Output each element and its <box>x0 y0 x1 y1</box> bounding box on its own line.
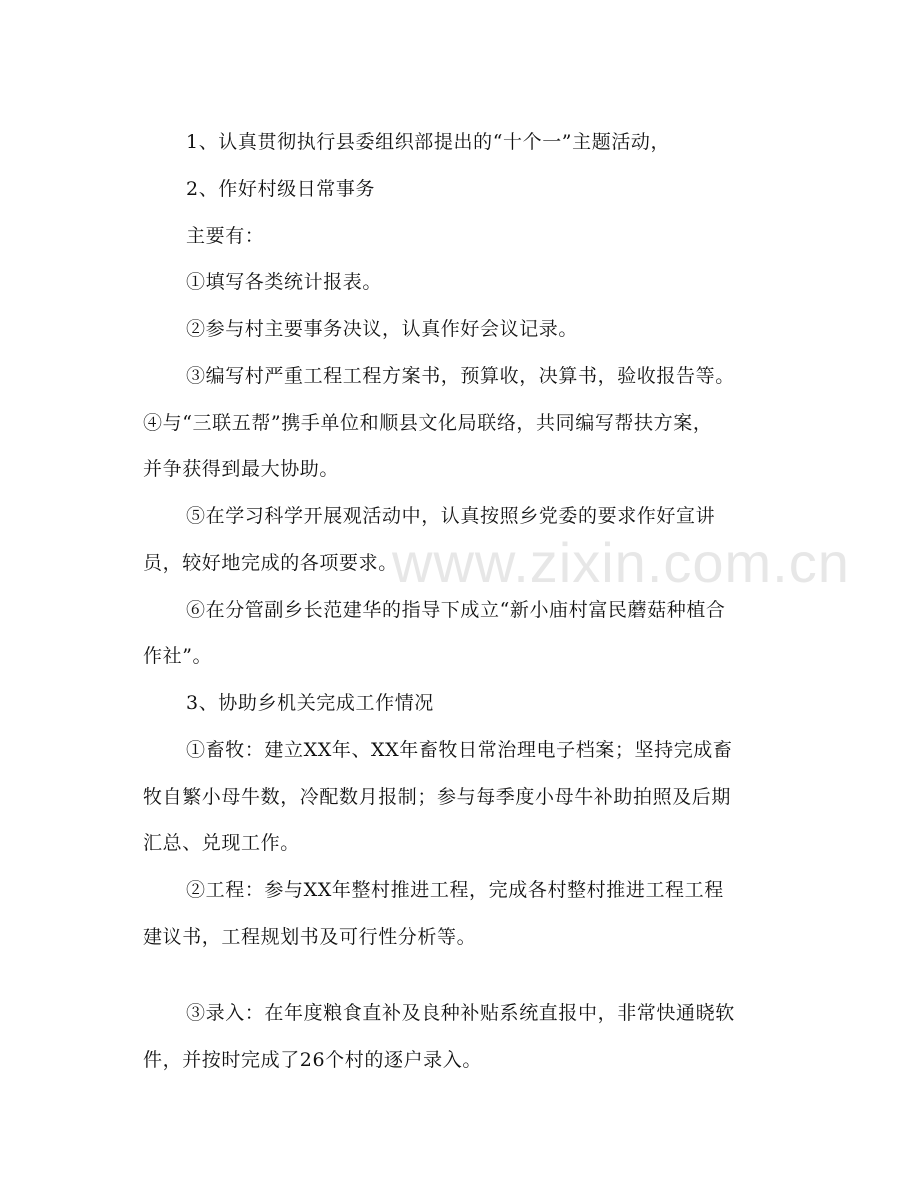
text-line-5: ②参与村主要事务决议，认真作好会议记录。 <box>186 318 579 340</box>
text-line-7: ④与“三联五帮”携手单位和顺县文化局联络，共同编写帮扶方案， <box>143 412 713 434</box>
text-line-8: 并争获得到最大协助。 <box>143 458 340 480</box>
text-line-13: 3、协助乡机关完成工作情况 <box>186 692 434 714</box>
text-line-6: ③编写村严重工程工程方案书，预算收，决算书，验收报告等。 <box>186 365 735 387</box>
text-line-20: 件，并按时完成了26个村的逐户录入。 <box>143 1049 482 1071</box>
text-line-11: ⑥在分管副乡长范建华的指导下成立“新小庙村富民蘑菇种植合 <box>186 599 726 621</box>
watermark: www.zixin.com.cn <box>392 531 850 594</box>
text-line-18: 建议书，工程规划书及可行性分析等。 <box>143 926 477 948</box>
text-line-1: 1、认真贯彻执行县委组织部提出的“十个一”主题活动， <box>186 131 671 153</box>
text-line-10: 员，较好地完成的各项要求。 <box>143 552 398 574</box>
text-line-12: 作社”。 <box>143 645 213 667</box>
text-line-14: ①畜牧：建立XX年、XX年畜牧日常治理电子档案；坚持完成畜 <box>186 739 733 761</box>
text-line-15: 牧自繁小母牛数，冷配数月报制；参与每季度小母牛补助拍照及后期 <box>143 786 732 808</box>
text-line-3: 主要有： <box>186 225 265 247</box>
text-line-2: 2、作好村级日常事务 <box>186 178 376 200</box>
text-line-4: ①填写各类统计报表。 <box>186 271 383 293</box>
text-line-9: ⑤在学习科学开展观活动中，认真按照乡党委的要求作好宣讲 <box>186 505 716 527</box>
text-line-17: ②工程：参与XX年整村推进工程，完成各村整村推进工程工程 <box>186 879 724 901</box>
text-line-16: 汇总、兑现工作。 <box>143 832 300 854</box>
text-line-19: ③录入：在年度粮食直补及良种补贴系统直报中，非常快通晓软 <box>186 1002 735 1024</box>
